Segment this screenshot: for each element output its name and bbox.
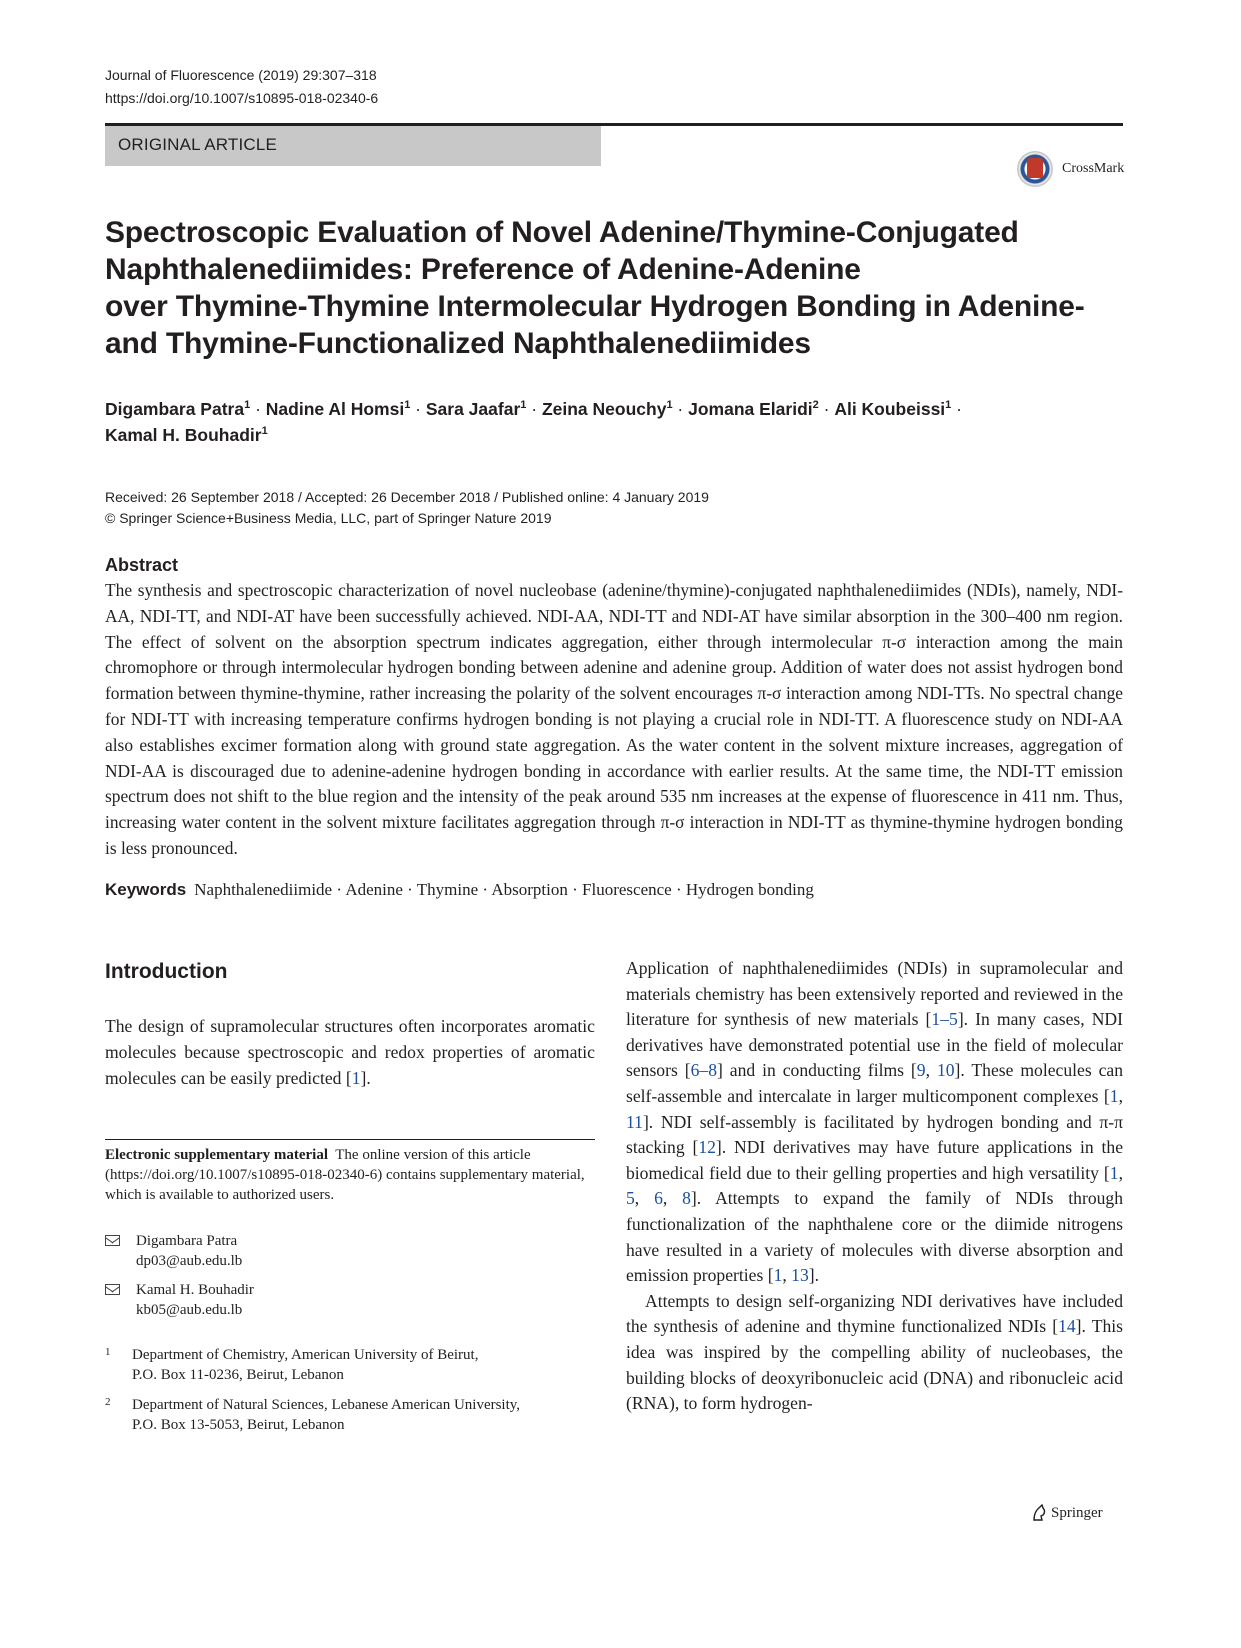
paragraph-text: , bbox=[925, 1060, 937, 1081]
citation-link[interactable]: 1 bbox=[1109, 1085, 1119, 1106]
author-affiliation: 1 bbox=[261, 425, 268, 438]
paragraph-text: , bbox=[782, 1265, 792, 1286]
article-doi[interactable]: https://doi.org/10.1007/s10895-018-02340-6 bbox=[105, 90, 379, 106]
title-line: and Thymine-Functionalized Naphthalenediimides bbox=[105, 327, 811, 360]
author-affiliation: 2 bbox=[812, 399, 819, 412]
esm-link[interactable]: https://doi.org/10.1007/s10895-018-02340-6 bbox=[110, 1167, 378, 1183]
crossmark-label: CrossMark bbox=[1062, 161, 1125, 176]
introduction-heading: Introduction bbox=[105, 960, 228, 983]
affiliation-line: P.O. Box 13-5053, Beirut, Lebanon bbox=[132, 1417, 345, 1433]
corresponding-author bbox=[105, 1280, 405, 1320]
citation-link[interactable]: 1 bbox=[1109, 1162, 1119, 1183]
esm-text-after: ) contains supplementary material, which is available to authorized users. bbox=[105, 1167, 585, 1203]
footnote-rule bbox=[105, 1139, 595, 1140]
author-name[interactable]: Kamal H. Bouhadir bbox=[105, 425, 262, 445]
paragraph-text: Attempts to design self-organizing NDI derivatives have included the synthesis of adenine and thymine functionalized NDIs [ bbox=[626, 1290, 1123, 1337]
contact-name: Digambara Patra bbox=[136, 1233, 238, 1249]
citation-link[interactable]: 14 bbox=[1058, 1316, 1076, 1337]
keywords bbox=[105, 877, 814, 903]
citation-link[interactable]: 6 bbox=[654, 1188, 663, 1209]
citation-link[interactable]: 11 bbox=[626, 1111, 643, 1132]
citation-link[interactable]: 6–8 bbox=[690, 1060, 717, 1081]
contact-name: Kamal H. Bouhadir bbox=[136, 1282, 254, 1298]
article-title bbox=[105, 214, 1115, 362]
affiliation-line: Department of Chemistry, American University of Beirut, bbox=[132, 1347, 479, 1363]
keywords-label: Keywords bbox=[105, 880, 187, 899]
citation-link[interactable]: 1 bbox=[351, 1067, 361, 1088]
paragraph-text: ]. NDI derivatives may have future applications in the biomedical field due to their gelling properties and high versatility [ bbox=[626, 1137, 1123, 1183]
corresponding-author bbox=[105, 1231, 405, 1271]
envelope-icon bbox=[105, 1235, 120, 1246]
author-affiliation: 1 bbox=[666, 399, 673, 412]
affiliation bbox=[105, 1345, 595, 1385]
author-affiliation: 1 bbox=[404, 399, 411, 412]
paragraph-text: , bbox=[1118, 1162, 1123, 1183]
intro-paragraph bbox=[626, 1289, 1123, 1417]
abstract-heading: Abstract bbox=[105, 555, 179, 575]
paragraph-text: ]. This idea was inspired by the compelling ability of nucleobases, the building blocks of deoxyribonucleic acid (DNA) and ribonucleic acid (RNA), to form hydrogen- bbox=[626, 1316, 1124, 1414]
paragraph-text: , bbox=[1118, 1085, 1123, 1106]
article-type-banner bbox=[105, 126, 601, 166]
citation-link[interactable]: 9 bbox=[916, 1060, 926, 1081]
article-type-label: ORIGINAL ARTICLE bbox=[118, 135, 278, 154]
contact-email[interactable]: kb05@aub.edu.lb bbox=[136, 1302, 243, 1318]
author-list: Digambara Patra$^1$ · Nadine Al Homsi$^1$ · Sara Jaafar$^1$ · Zeina Neouchy$^1$ · Jomana Elaridi$^2$ · Ali Koubeissi$^1$ · Kamal H. Bouhadir$^1$ bbox=[105, 399, 962, 445]
paragraph-text: ] and in conducting films [ bbox=[716, 1060, 917, 1081]
citation-link[interactable]: 5 bbox=[626, 1188, 635, 1209]
paragraph-text: ]. NDI self-assembly is facilitated by hydrogen bonding and π-π stacking [ bbox=[626, 1111, 1123, 1158]
copyright-line: © Springer Science+Business Media, LLC, part of Springer Nature 2019 bbox=[105, 510, 552, 526]
esm-label: Electronic supplementary material bbox=[105, 1147, 329, 1163]
citation-link[interactable]: 1–5 bbox=[931, 1009, 958, 1030]
intro-paragraph bbox=[626, 956, 1123, 1289]
title-line: Naphthalenediimides: Preference of Adenine-Adenine bbox=[105, 253, 861, 286]
paragraph-text: ]. bbox=[808, 1265, 820, 1286]
affiliation bbox=[105, 1395, 595, 1435]
publication-dates bbox=[105, 487, 709, 529]
author-name[interactable]: Zeina Neouchy bbox=[541, 399, 667, 419]
supplementary-note bbox=[105, 1145, 595, 1205]
envelope-icon bbox=[105, 1284, 120, 1295]
introduction-right-column bbox=[626, 956, 1123, 1417]
paragraph-text: , bbox=[634, 1188, 655, 1209]
article-history: Received: 26 September 2018 / Accepted: 26 December 2018 / Published online: 4 January 2019 bbox=[105, 489, 709, 505]
journal-citation: Journal of Fluorescence (2019) 29:307–318 bbox=[105, 67, 377, 83]
author-name[interactable]: Digambara Patra bbox=[105, 399, 245, 419]
paragraph-text: ]. Attempts to expand the family of NDIs through functionalization of the naphthalene core or the diimide nitrogens have resulted in a variety of molecules with diverse absorption and emission properties [ bbox=[626, 1188, 1124, 1286]
citation-link[interactable]: 13 bbox=[791, 1265, 809, 1286]
intro-paragraph: The design of supramolecular structures often incorporates aromatic molecules because spectroscopic and redox properties of aromatic molecules can be easily predicted bbox=[105, 1016, 595, 1088]
keywords-list: Naphthalenediimide · Adenine · Thymine · Absorption · Fluorescence · Hydrogen bonding bbox=[194, 880, 814, 899]
abstract-text: The synthesis and spectroscopic characterization of novel nucleobase (adenine/thymine)-conjugated naphthalenediimides (NDIs), namely, NDI-AA, NDI-TT, and NDI-AT have been successfully achieved. NDI-AA, NDI-TT and NDI-AT have similar absorption in the 300–400 nm region. The effect of solvent on the absorption spectrum indicates aggregation, either through intermolecular π-σ interaction among the main chromophore or through intermolecular hydrogen bonding between adenine and adenine group. Addition of water does not assist hydrogen bond formation between thymine-thymine, rather increasing the polarity of the solvent encourages π-σ interaction among NDI-TTs. No spectral change for NDI-TT with increasing temperature confirms hydrogen bonding is not playing a crucial role in NDI-TT. A fluorescence study on NDI-AA also establishes excimer formation along with ground state aggregation. As the water content in the solvent mixture increases, aggregation of NDI-AA is discouraged due to adenine-adenine hydrogen bonding in accordance with earlier results. At the same time, the NDI-TT emission spectrum does not shift to the blue region and the intensity of the peak around 535 nm increases at the expense of fluorescence in 411 nm. Thus, increasing water content in the solvent mixture facilitates aggregation through π-σ interaction in NDI-TT as thymine-thymine hydrogen bonding is less pronounced. bbox=[105, 580, 1123, 858]
springer-horse-icon bbox=[1031, 1504, 1047, 1522]
author-name[interactable]: Ali Koubeissi bbox=[834, 399, 946, 419]
paragraph-text: ]. These molecules can self-assemble and intercalate in larger multicomponent complexes [ bbox=[626, 1060, 1124, 1106]
paragraph-text: Application of naphthalenediimides (NDIs) in supramolecular and materials chemistry has been extensively reported and reviewed in the literature for synthesis of new materials [ bbox=[626, 958, 1123, 1030]
crossmark-badge[interactable] bbox=[1017, 151, 1127, 191]
citation-link[interactable]: 8 bbox=[682, 1188, 691, 1209]
affiliation-line: P.O. Box 11-0236, Beirut, Lebanon bbox=[132, 1367, 344, 1383]
author-name[interactable]: Nadine Al Homsi bbox=[265, 399, 405, 419]
publisher-name: Springer bbox=[1051, 1505, 1103, 1521]
citation-link[interactable]: 12 bbox=[698, 1137, 716, 1158]
affiliation-line: Department of Natural Sciences, Lebanese American University, bbox=[132, 1397, 521, 1413]
citation-link[interactable]: 10 bbox=[936, 1060, 955, 1081]
contact-email[interactable]: dp03@aub.edu.lb bbox=[136, 1253, 243, 1269]
title-line: Spectroscopic Evaluation of Novel Adenine/Thymine-Conjugated bbox=[105, 216, 1019, 249]
author-affiliation: 1 bbox=[244, 399, 251, 412]
author-name[interactable]: Sara Jaafar bbox=[425, 399, 521, 419]
esm-text-before: The online version of this article ( bbox=[105, 1147, 531, 1183]
author-name[interactable]: Jomana Elaridi bbox=[688, 399, 813, 419]
citation-link[interactable]: 1 bbox=[773, 1265, 783, 1286]
bookmark-icon bbox=[1027, 158, 1043, 178]
affiliation-number: 2 bbox=[105, 1396, 111, 1408]
author-affiliation: 1 bbox=[945, 399, 952, 412]
introduction-left-text: The design of supramolecular structures often incorporates aromatic molecules because spectroscopic and redox properties of aromatic molecules can be easily predicted [1]. bbox=[105, 1016, 595, 1088]
paragraph-text: , bbox=[662, 1188, 683, 1209]
affiliation-number: 1 bbox=[105, 1346, 111, 1358]
title-line: over Thymine-Thymine Intermolecular Hydrogen Bonding in Adenine- bbox=[105, 290, 1085, 323]
paragraph-text: ]. In many cases, NDI derivatives have demonstrated potential use in the field of molecular sensors [ bbox=[626, 1009, 1123, 1081]
author-affiliation: 1 bbox=[520, 399, 527, 412]
